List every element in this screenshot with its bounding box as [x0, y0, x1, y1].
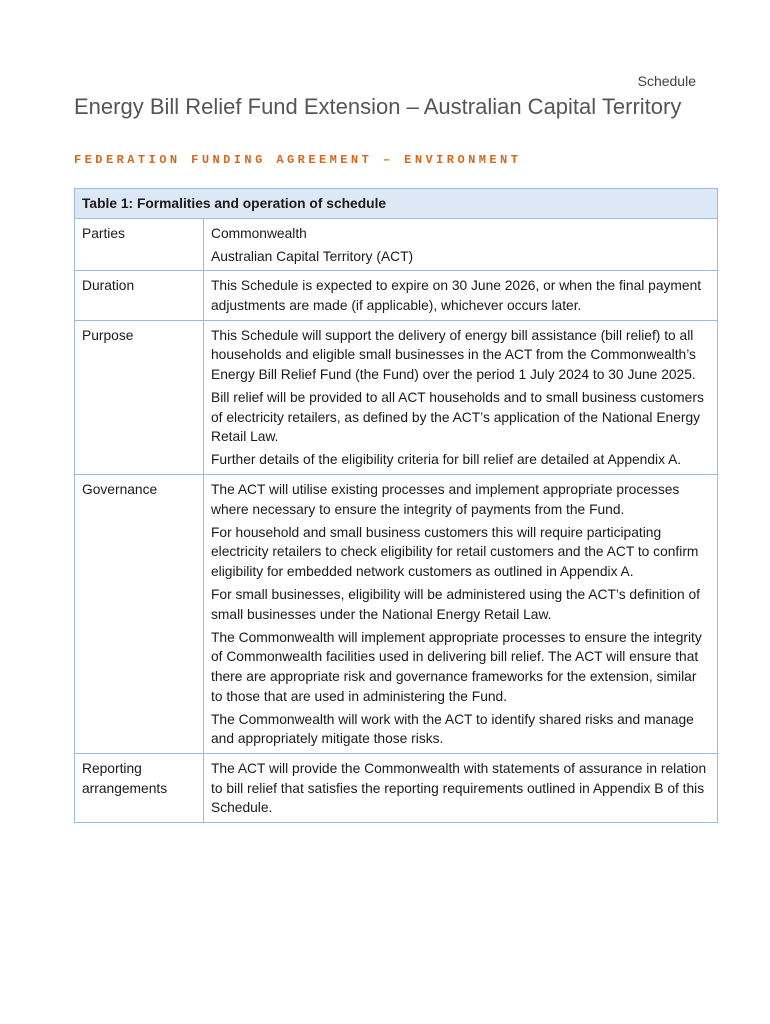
- row-label: Purpose: [75, 320, 204, 474]
- paragraph: Commonwealth: [211, 225, 307, 241]
- row-content: [204, 271, 718, 320]
- table-row-governance: [75, 474, 718, 753]
- row-content: [204, 218, 718, 271]
- row-content: [204, 474, 718, 753]
- paragraph: For small businesses, eligibility will be administered using the ACT’s definition of small businesses under the National Energy Retail Law.: [211, 587, 700, 622]
- paragraph: Australian Capital Territory (ACT): [211, 248, 414, 264]
- paragraph: This Schedule will support the delivery of energy bill assistance (bill relief) to all households and eligible small businesses in the ACT from the Commonwealth’s Energy Bill Relief Fund (the Fund) over the period 1 July 2024 to 30 June 2025.: [211, 327, 696, 382]
- paragraph: Bill relief will be provided to all ACT households and to small business customers of electricity retailers, as defined by the ACT’s application of the National Energy Retail Law.: [211, 389, 704, 445]
- row-label: Reporting arrangements: [75, 754, 204, 823]
- row-label: Parties: [75, 218, 204, 271]
- table-row-reporting: [75, 754, 718, 823]
- row-label: Governance: [75, 474, 204, 753]
- paragraph: This Schedule is expected to expire on 30 June 2026, or when the final payment adjustments are made (if applicable), whichever occurs later.: [211, 278, 702, 313]
- table-row-duration: [75, 271, 718, 320]
- paragraph: The ACT will provide the Commonwealth with statements of assurance in relation to bill relief that satisfies the reporting requirements outlined in Appendix B of this Schedule.: [211, 761, 707, 816]
- table-caption: Table 1: Formalities and operation of schedule: [75, 189, 718, 219]
- page-title: Energy Bill Relief Fund Extension – Australian Capital Territory: [74, 94, 682, 119]
- table-row-parties: [75, 218, 718, 271]
- paragraph: For household and small business customers this will require participating electricity retailers to check eligibility for retail customers and the ACT to confirm eligibility for embedded network customers as outlined in Appendix A.: [211, 524, 699, 579]
- paragraph: The Commonwealth will implement appropriate processes to ensure the integrity of Commonwealth facilities used in delivering bill relief. The ACT will ensure that there are appropriate risk and governance frameworks for the extension, similar to those that are used in administering the Fund.: [211, 629, 702, 704]
- table-header-row: [75, 189, 718, 219]
- formalities-table: [74, 188, 718, 823]
- paragraph: The Commonwealth will work with the ACT to identify shared risks and manage and appropriately mitigate those risks.: [211, 711, 694, 747]
- table-row-purpose: [75, 320, 718, 474]
- row-content: [204, 320, 718, 474]
- row-label: Duration: [75, 271, 204, 320]
- schedule-label: Schedule: [637, 73, 696, 89]
- row-content: [204, 754, 718, 823]
- page-subtitle: FEDERATION FUNDING AGREEMENT – ENVIRONMENT: [74, 153, 522, 167]
- paragraph: The ACT will utilise existing processes and implement appropriate processes where necessary to ensure the integrity of payments from the Fund.: [211, 481, 680, 517]
- paragraph: Further details of the eligibility criteria for bill relief are detailed at Appendix A.: [211, 452, 682, 468]
